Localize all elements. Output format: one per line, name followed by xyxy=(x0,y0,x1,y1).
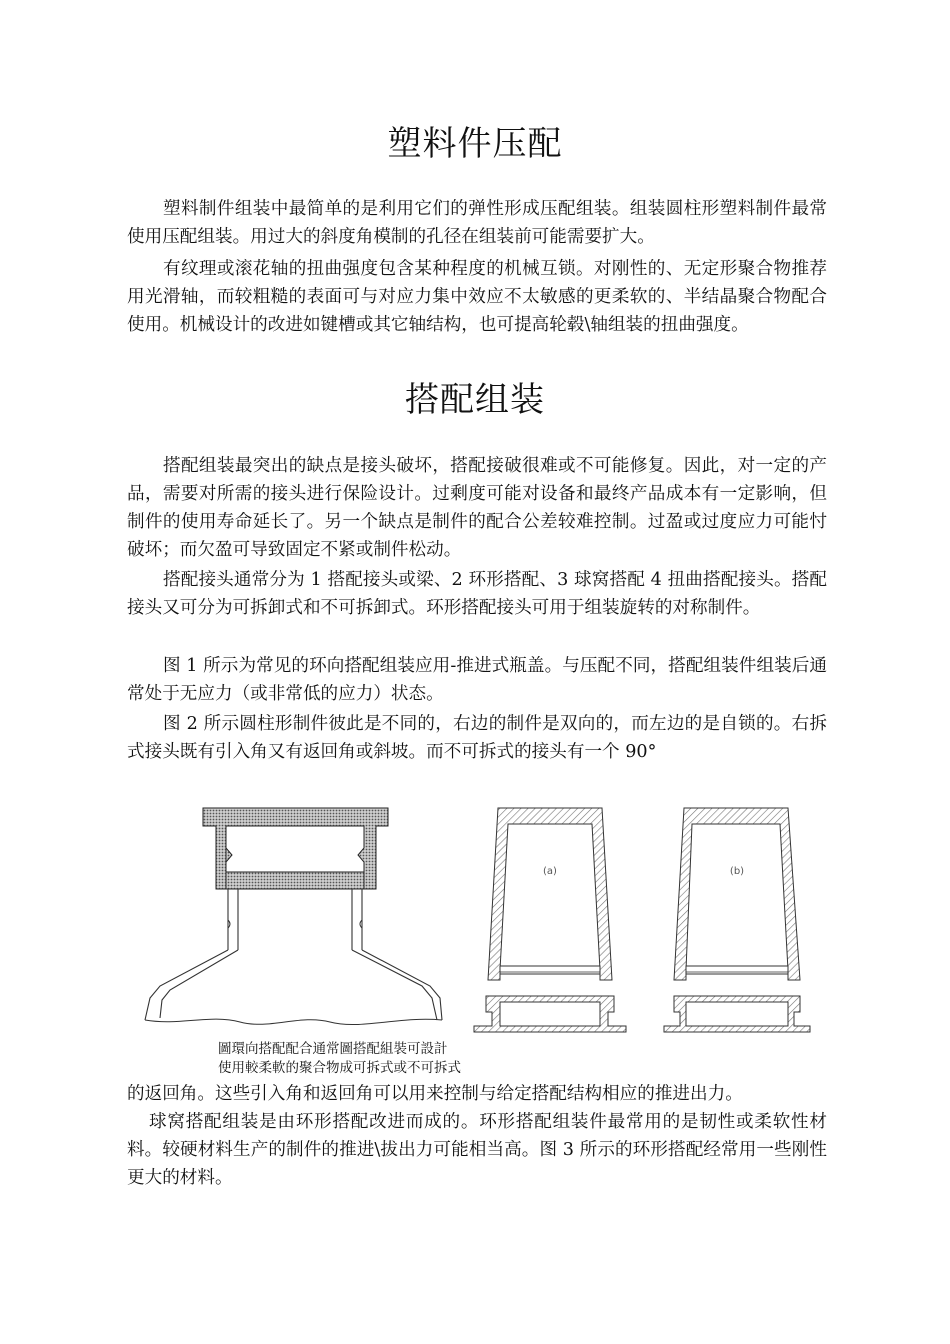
paragraph-8: 球窝搭配组装是由环形搭配改进而成的。环形搭配组装件最常用的是韧性或柔软性材料。较硬材料生产的制件的推进\拔出力可能相当高。图 3 所示的环形搭配经常用一些刚性更大的材料。 xyxy=(127,1112,827,1188)
part-a-shell xyxy=(488,808,612,980)
part-b-drawing xyxy=(664,808,810,1032)
part-b-shell xyxy=(674,808,800,980)
paragraph-2: 有纹理或滚花轴的扭曲强度包含某种程度的机械互锁。对刚性的、无定形聚合物推荐用光滑轴，而较粗糙的表面可与对应力集中效应不太敏感的更柔软的、半结晶聚合物配合使用。机械设计的改进如键槽或其它轴结构，也可提高轮毂\轴组装的扭曲强度。 xyxy=(127,259,827,335)
part-a-drawing xyxy=(474,808,626,1032)
paragraph-7: 的返回角。这些引入角和返回角可以用来控制与给定搭配结构相应的推进出力。 xyxy=(127,1084,743,1104)
part-a-label: (a) xyxy=(543,866,557,877)
caption-line-1: 圖環向搭配配合通常圖搭配組裝可設計 xyxy=(218,1041,448,1057)
break-line xyxy=(145,1019,442,1024)
bottle-cap-drawing xyxy=(145,808,442,1025)
paragraph-5: 图 1 所示为常见的环向搭配组装应用-推进式瓶盖。与压配不同，搭配组装件组装后通常处于无应力（或非常低的应力）状态。 xyxy=(127,656,827,704)
heading-press-fit: 塑料件压配 xyxy=(387,124,563,164)
paragraph-3: 搭配组装最突出的缺点是接头破坏，搭配接破很难或不可能修复。因此，对一定的产品，需要对所需的接头进行保险设计。过剩度可能对设备和最终产品成本有一定影响，但制件的使用寿命延长了。另一个缺点是制件的配合公差较难控制。过盈或过度应力可能忖破坏；而欠盈可导致固定不紧或制件松动。 xyxy=(127,456,827,560)
figure-caption xyxy=(218,1040,538,1078)
paragraph-6: 图 2 所示圆柱形制件彼此是不同的，右边的制件是双向的，而左边的是自锁的。右拆式接头既有引入角又有返回角或斜坡。而不可拆式的接头有一个 90° xyxy=(127,714,827,762)
paragraph-4: 搭配接头通常分为 1 搭配接头或梁、2 环形搭配、3 球窝搭配 4 扭曲搭配接头。搭配接头又可分为可拆卸式和不可拆卸式。环形搭配接头可用于组装旋转的对称制件。 xyxy=(127,570,827,618)
bottle-shoulder xyxy=(145,950,442,1020)
heading-snap-fit: 搭配组装 xyxy=(405,380,545,420)
cap-section xyxy=(203,808,388,889)
caption-line-2: 使用較柔軟的聚合物成可拆式或不可拆式 xyxy=(218,1060,461,1076)
bottle-neck xyxy=(226,848,364,950)
snap-fit-figure xyxy=(140,800,820,1040)
part-b-label: (b) xyxy=(729,866,745,877)
paragraph-1: 塑料制件组装中最简单的是利用它们的弹性形成压配组装。组装圆柱形塑料制件最常使用压配组装。用过大的斜度角模制的孔径在组装前可能需要扩大。 xyxy=(127,199,827,247)
